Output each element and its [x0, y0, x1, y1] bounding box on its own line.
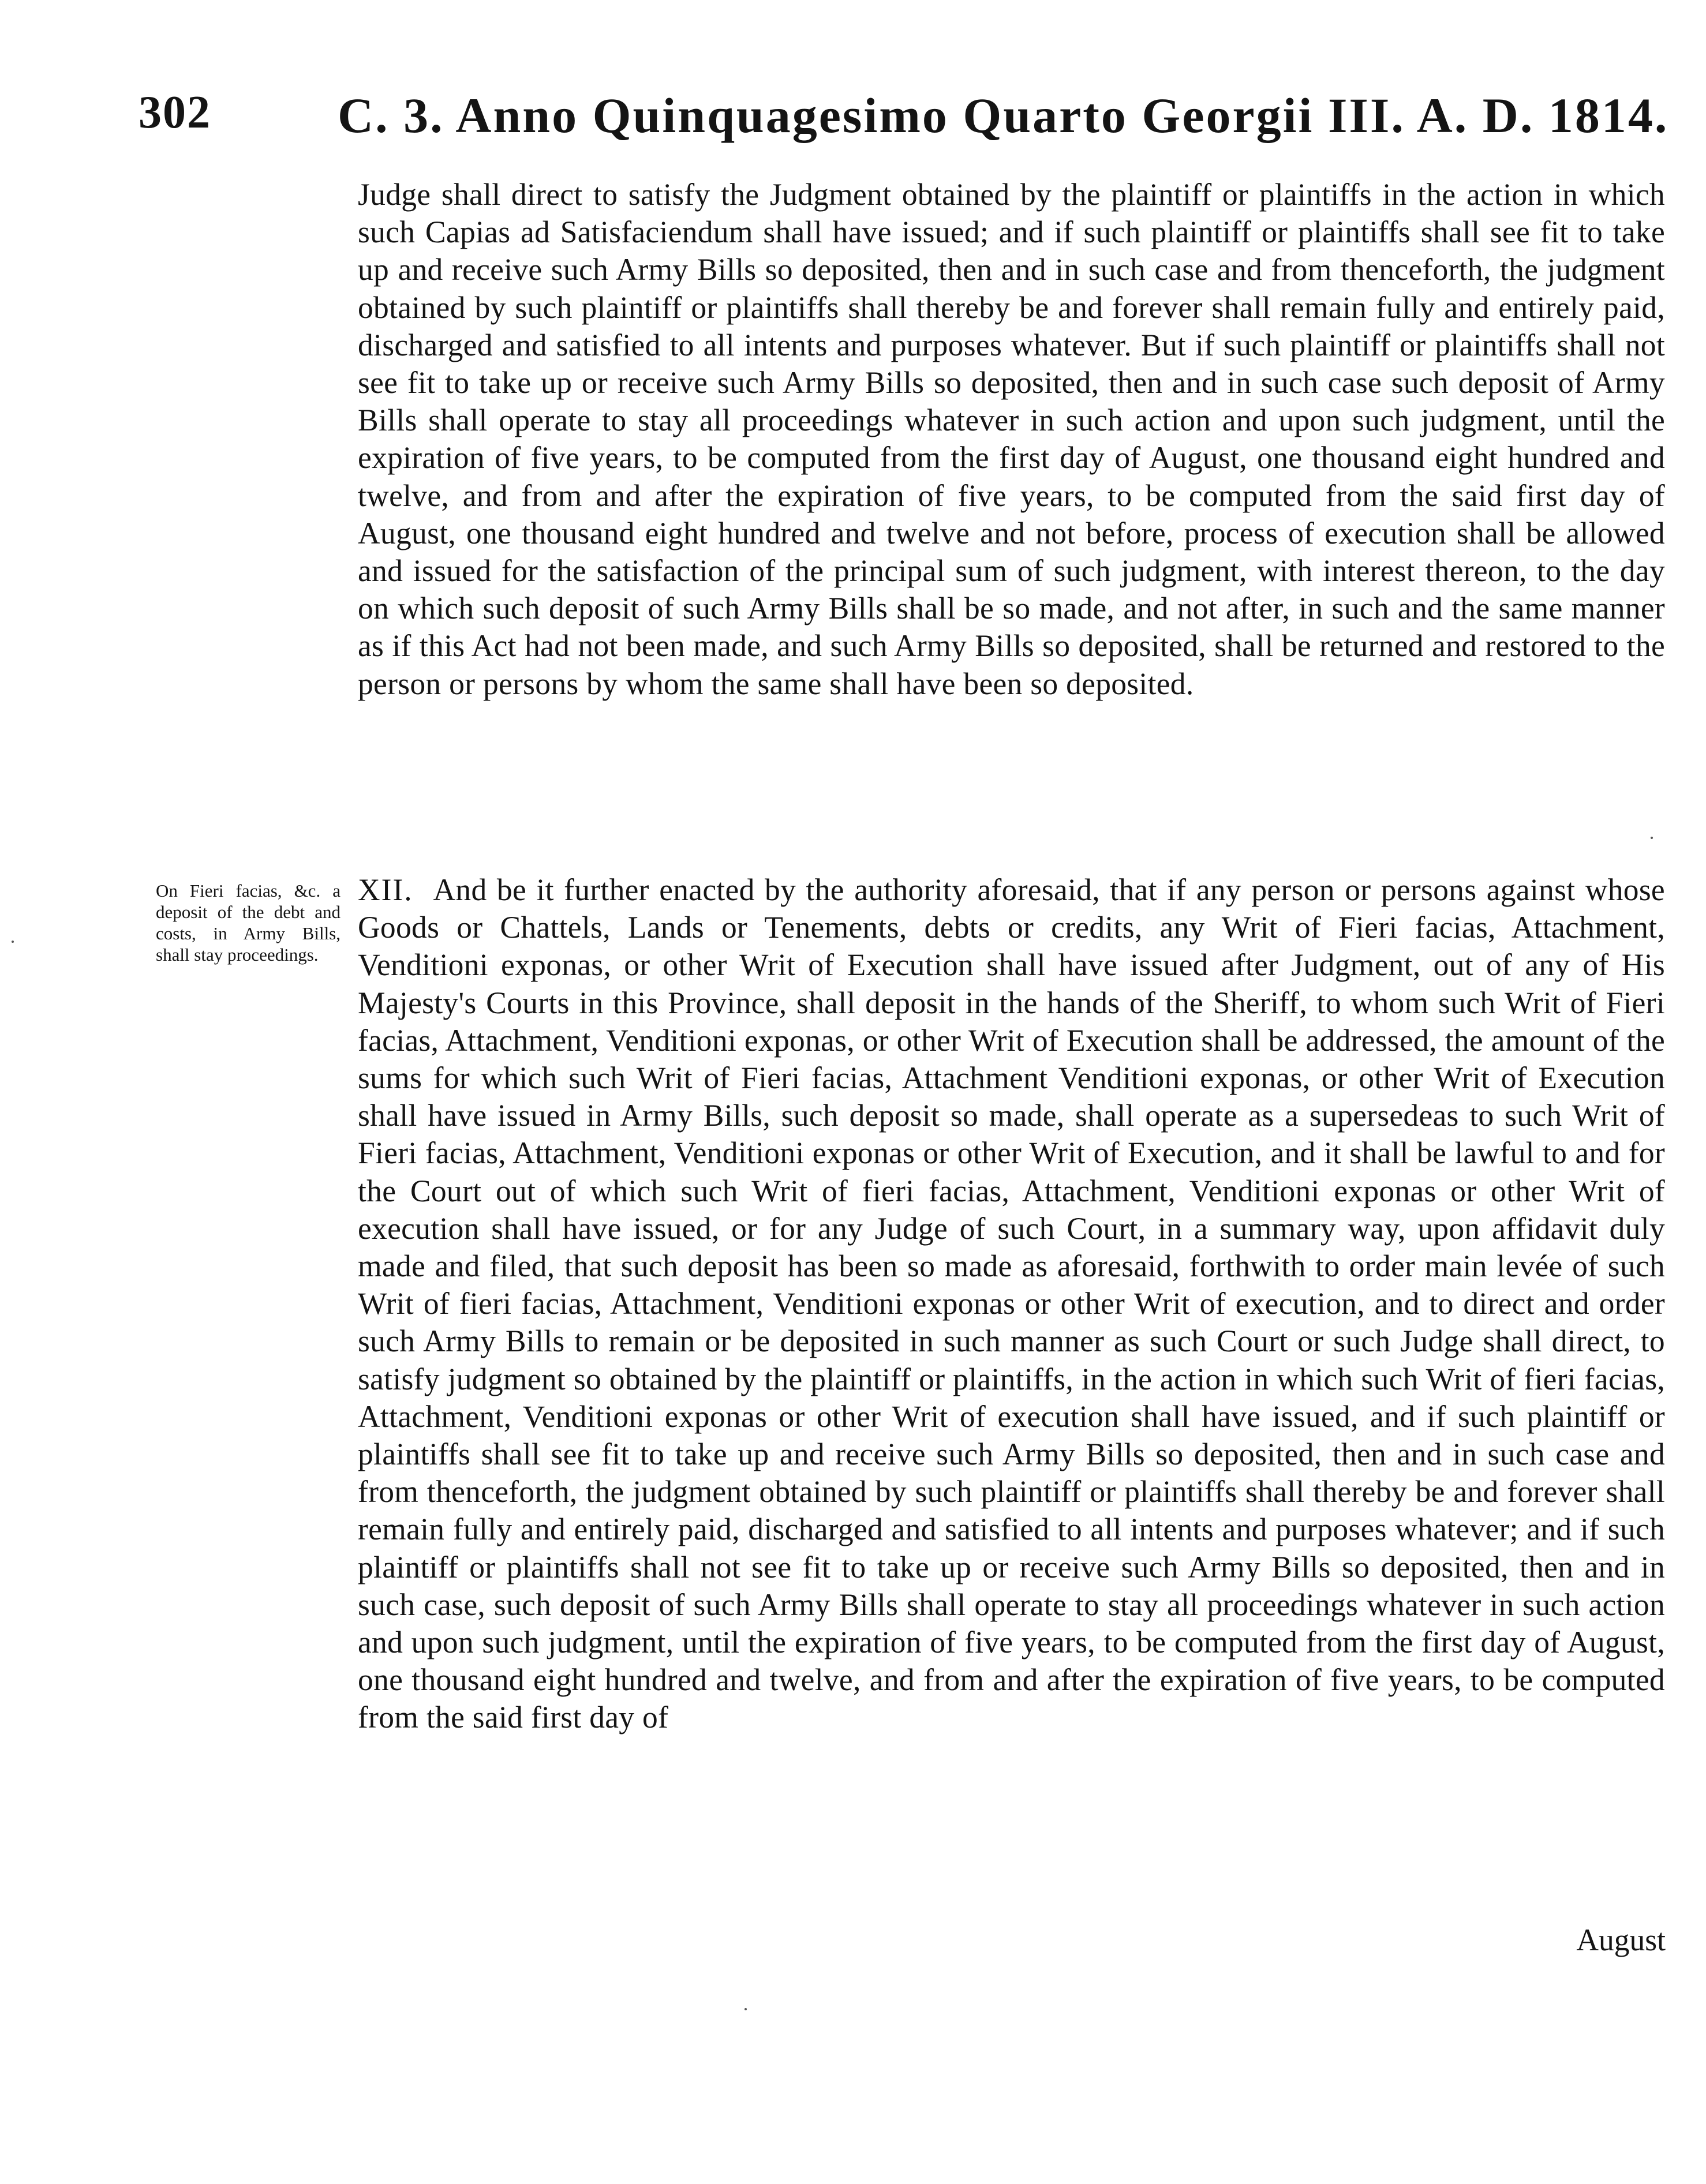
- section-xii-text-block: [358, 871, 1665, 1737]
- page-number: 302: [139, 87, 211, 138]
- scan-speck: [744, 2008, 747, 2010]
- catchword: August: [1576, 1923, 1666, 1957]
- page-header: [139, 87, 1669, 150]
- scan-speck: [12, 941, 14, 943]
- section-xii-paragraph: [358, 871, 1665, 1737]
- section-number: XII.: [358, 872, 413, 907]
- section-xii-text: And be it further enacted by the authority aforesaid, that if any person or persons against whose Goods or Chattels, Lands or Tenements, debts or credits, any Writ of Fieri facias, Attachment, Venditioni exponas, or other Writ of Execution shall have issued after Judgment, out of any of His Majesty's Courts in this Province, shall deposit in the hands of the Sheriff, to whom such Writ of Fieri facias, Attachment, Venditioni exponas, or other Writ of Execution shall be addressed, the amount of the sums for which such Writ of Fieri facias, Attachment Venditioni exponas, or other Writ of Execution shall have issued in Army Bills, such deposit so made, shall operate as a supersedeas to such Writ of Fieri facias, Attachment, Venditioni exponas or other Writ of Execution, and it shall be lawful to and for the Court out of which such Writ of fieri facias, Attachment, Venditioni exponas or other Writ of execution shall have issued, or for any Judge of such Court, in a summary way, upon affidavit duly made and filed, that such deposit has been so made as aforesaid, forthwith to order main levée of such Writ of fieri facias, Attachment, Venditioni exponas or other Writ of execution, and to direct and order such Army Bills to remain or be deposited in such manner as such Court or such Judge shall direct, to satisfy judgment so obtained by the plaintiff or plaintiffs, in the action in which such Writ of fieri facias, Attachment, Venditioni exponas or other Writ of execution shall have issued, and if such plaintiff or plaintiffs shall see fit to take up and receive such Army Bills so deposited, then and in such case and from thenceforth, the judgment obtained by such plaintiff or plaintiffs shall thereby be and forever shall remain fully and entirely paid, discharged and satisfied to all intents and purposes whatever; and if such plaintiff or plaintiffs shall not see fit to take up or receive such Army Bills so deposited, then and in such case, such deposit of such Army Bills shall operate to stay all proceedings whatever in such action and upon such judgment, until the expiration of five years, to be computed from the first day of August, one thousand eight hundred and twelve, and from and after the expiration of five years, to be computed from the said first day of: [358, 872, 1665, 1735]
- scan-speck: [1651, 837, 1653, 839]
- running-title: C. 3. Anno Quinquagesimo Quarto Georgii III. A. D. 1814.: [338, 88, 1669, 143]
- continued-paragraph-text: Judge shall direct to satisfy the Judgment obtained by the plaintiff or plaintiffs in the action in which such Capias ad Satisfaciendum shall have issued; and if such plaintiff or plaintiffs shall see fit to take up and receive such Army Bills so deposited, then and in such case and from thenceforth, the judgment obtained by such plaintiff or plaintiffs shall thereby be and forever shall remain fully and entirely paid, discharged and satisfied to all intents and purposes whatever. But if such plaintiff or plaintiffs shall not see fit to take up or receive such Army Bills so deposited, then and in such case such deposit of Army Bills shall operate to stay all proceedings whatever in such action and upon such judgment, until the expiration of five years, to be computed from the first day of August, one thousand eight hundred and twelve, and from and after the expiration of five years, to be computed from the said first day of August, one thousand eight hundred and twelve and not before, process of execution shall be allowed and issued for the satisfaction of the principal sum of such judgment, with interest thereon, to the day on which such deposit of such Army Bills shall be so made, and not after, in such and the same manner as if this Act had not been made, and such Army Bills so deposited, shall be returned and restored to the person or persons by whom the same shall have been so deposited.: [358, 177, 1665, 701]
- continued-paragraph: [358, 176, 1665, 703]
- marginal-note: On Fieri facias, &c. a deposit of the debt and costs, in Army Bills, shall stay proceedings.: [156, 881, 341, 965]
